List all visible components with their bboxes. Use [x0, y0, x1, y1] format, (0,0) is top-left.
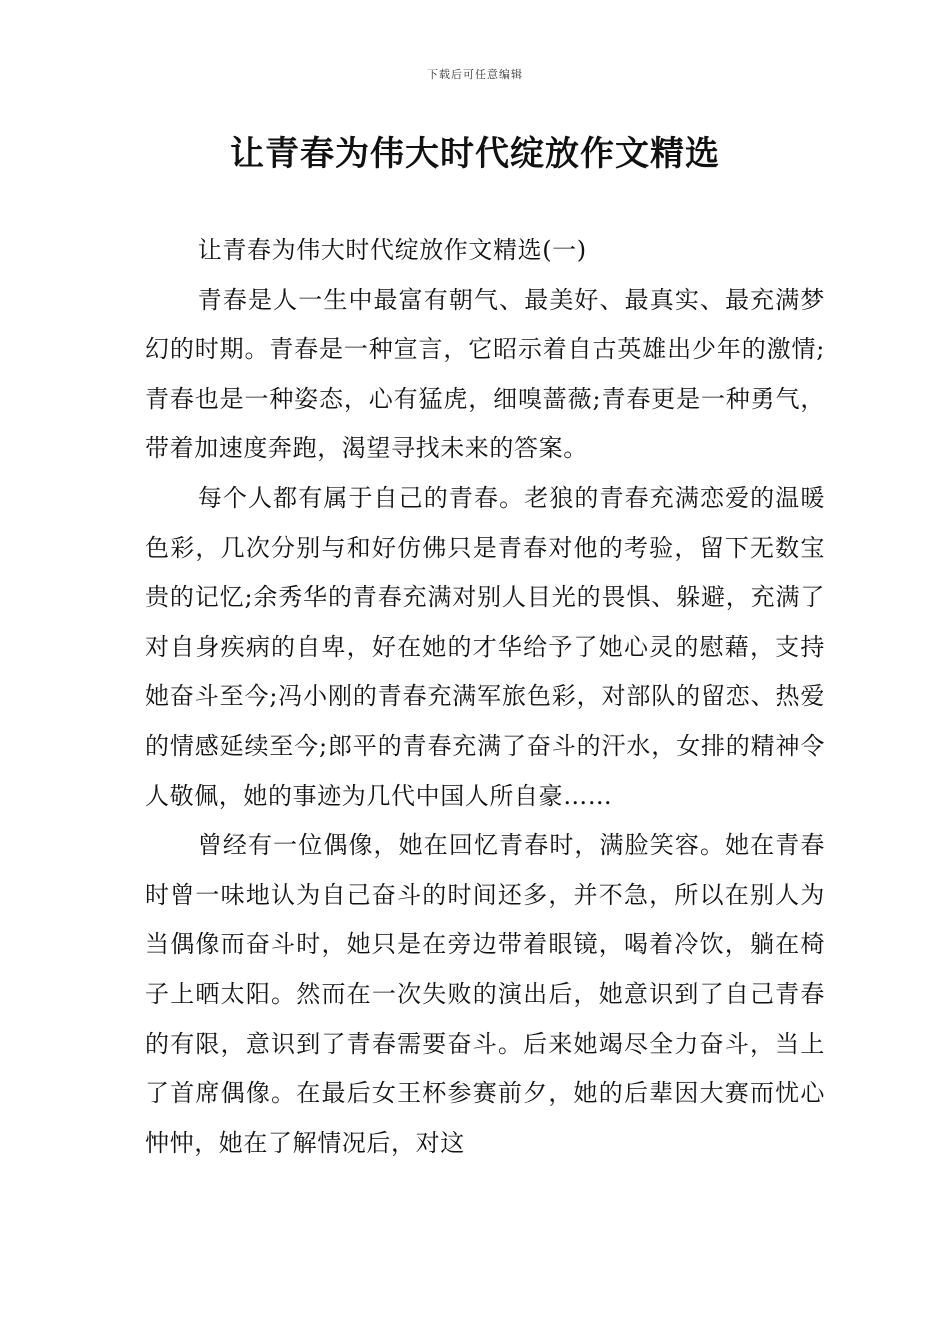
paragraph-3: 曾经有一位偶像，她在回忆青春时，满脸笑容。她在青春时曾一味地认为自己奋斗的时间还多，并不急，所以在别人为当偶像而奋斗时，她只是在旁边带着眼镜，喝着冷饮，躺在椅子上晒太阳。然而在一次失败的演出后，她意识到了自己青春的有限，意识到了青春需要奋斗。后来她竭尽全力奋斗，当上了首席偶像。在最后女王杯参赛前夕，她的后辈因大赛而忧心忡忡，她在了解情况后，对这 — [145, 831, 825, 1157]
section-subtitle: 让青春为伟大时代绽放作文精选(一) — [197, 236, 587, 264]
paragraph-2: 每个人都有属于自己的青春。老狼的青春充满恋爱的温暖色彩，几次分别与和好仿佛只是青春对他的考验，留下无数宝贵的记忆;余秀华的青春充满对别人目光的畏惧、躲避，充满了对自身疾病的自卑，好在她的才华给予了她心灵的慰藉，支持她奋斗至今;冯小刚的青春充满军旅色彩，对部队的留恋、热爱的情感延续至今;郎平的青春充满了奋斗的汗水，女排的精神令人敬佩，她的事迹为几代中国人所自豪…… — [145, 483, 825, 810]
document-title: 让青春为伟大时代绽放作文精选 — [230, 134, 720, 174]
header-note: 下载后可任意编辑 — [427, 68, 523, 81]
paragraph-1: 青春是人一生中最富有朝气、最美好、最真实、最充满梦幻的时期。青春是一种宣言，它昭示着自古英雄出少年的激情;青春也是一种姿态，心有猛虎，细嗅蔷薇;青春更是一种勇气，带着加速度奔跑，渴望寻找未来的答案。 — [145, 285, 825, 463]
document-body — [145, 226, 825, 1168]
